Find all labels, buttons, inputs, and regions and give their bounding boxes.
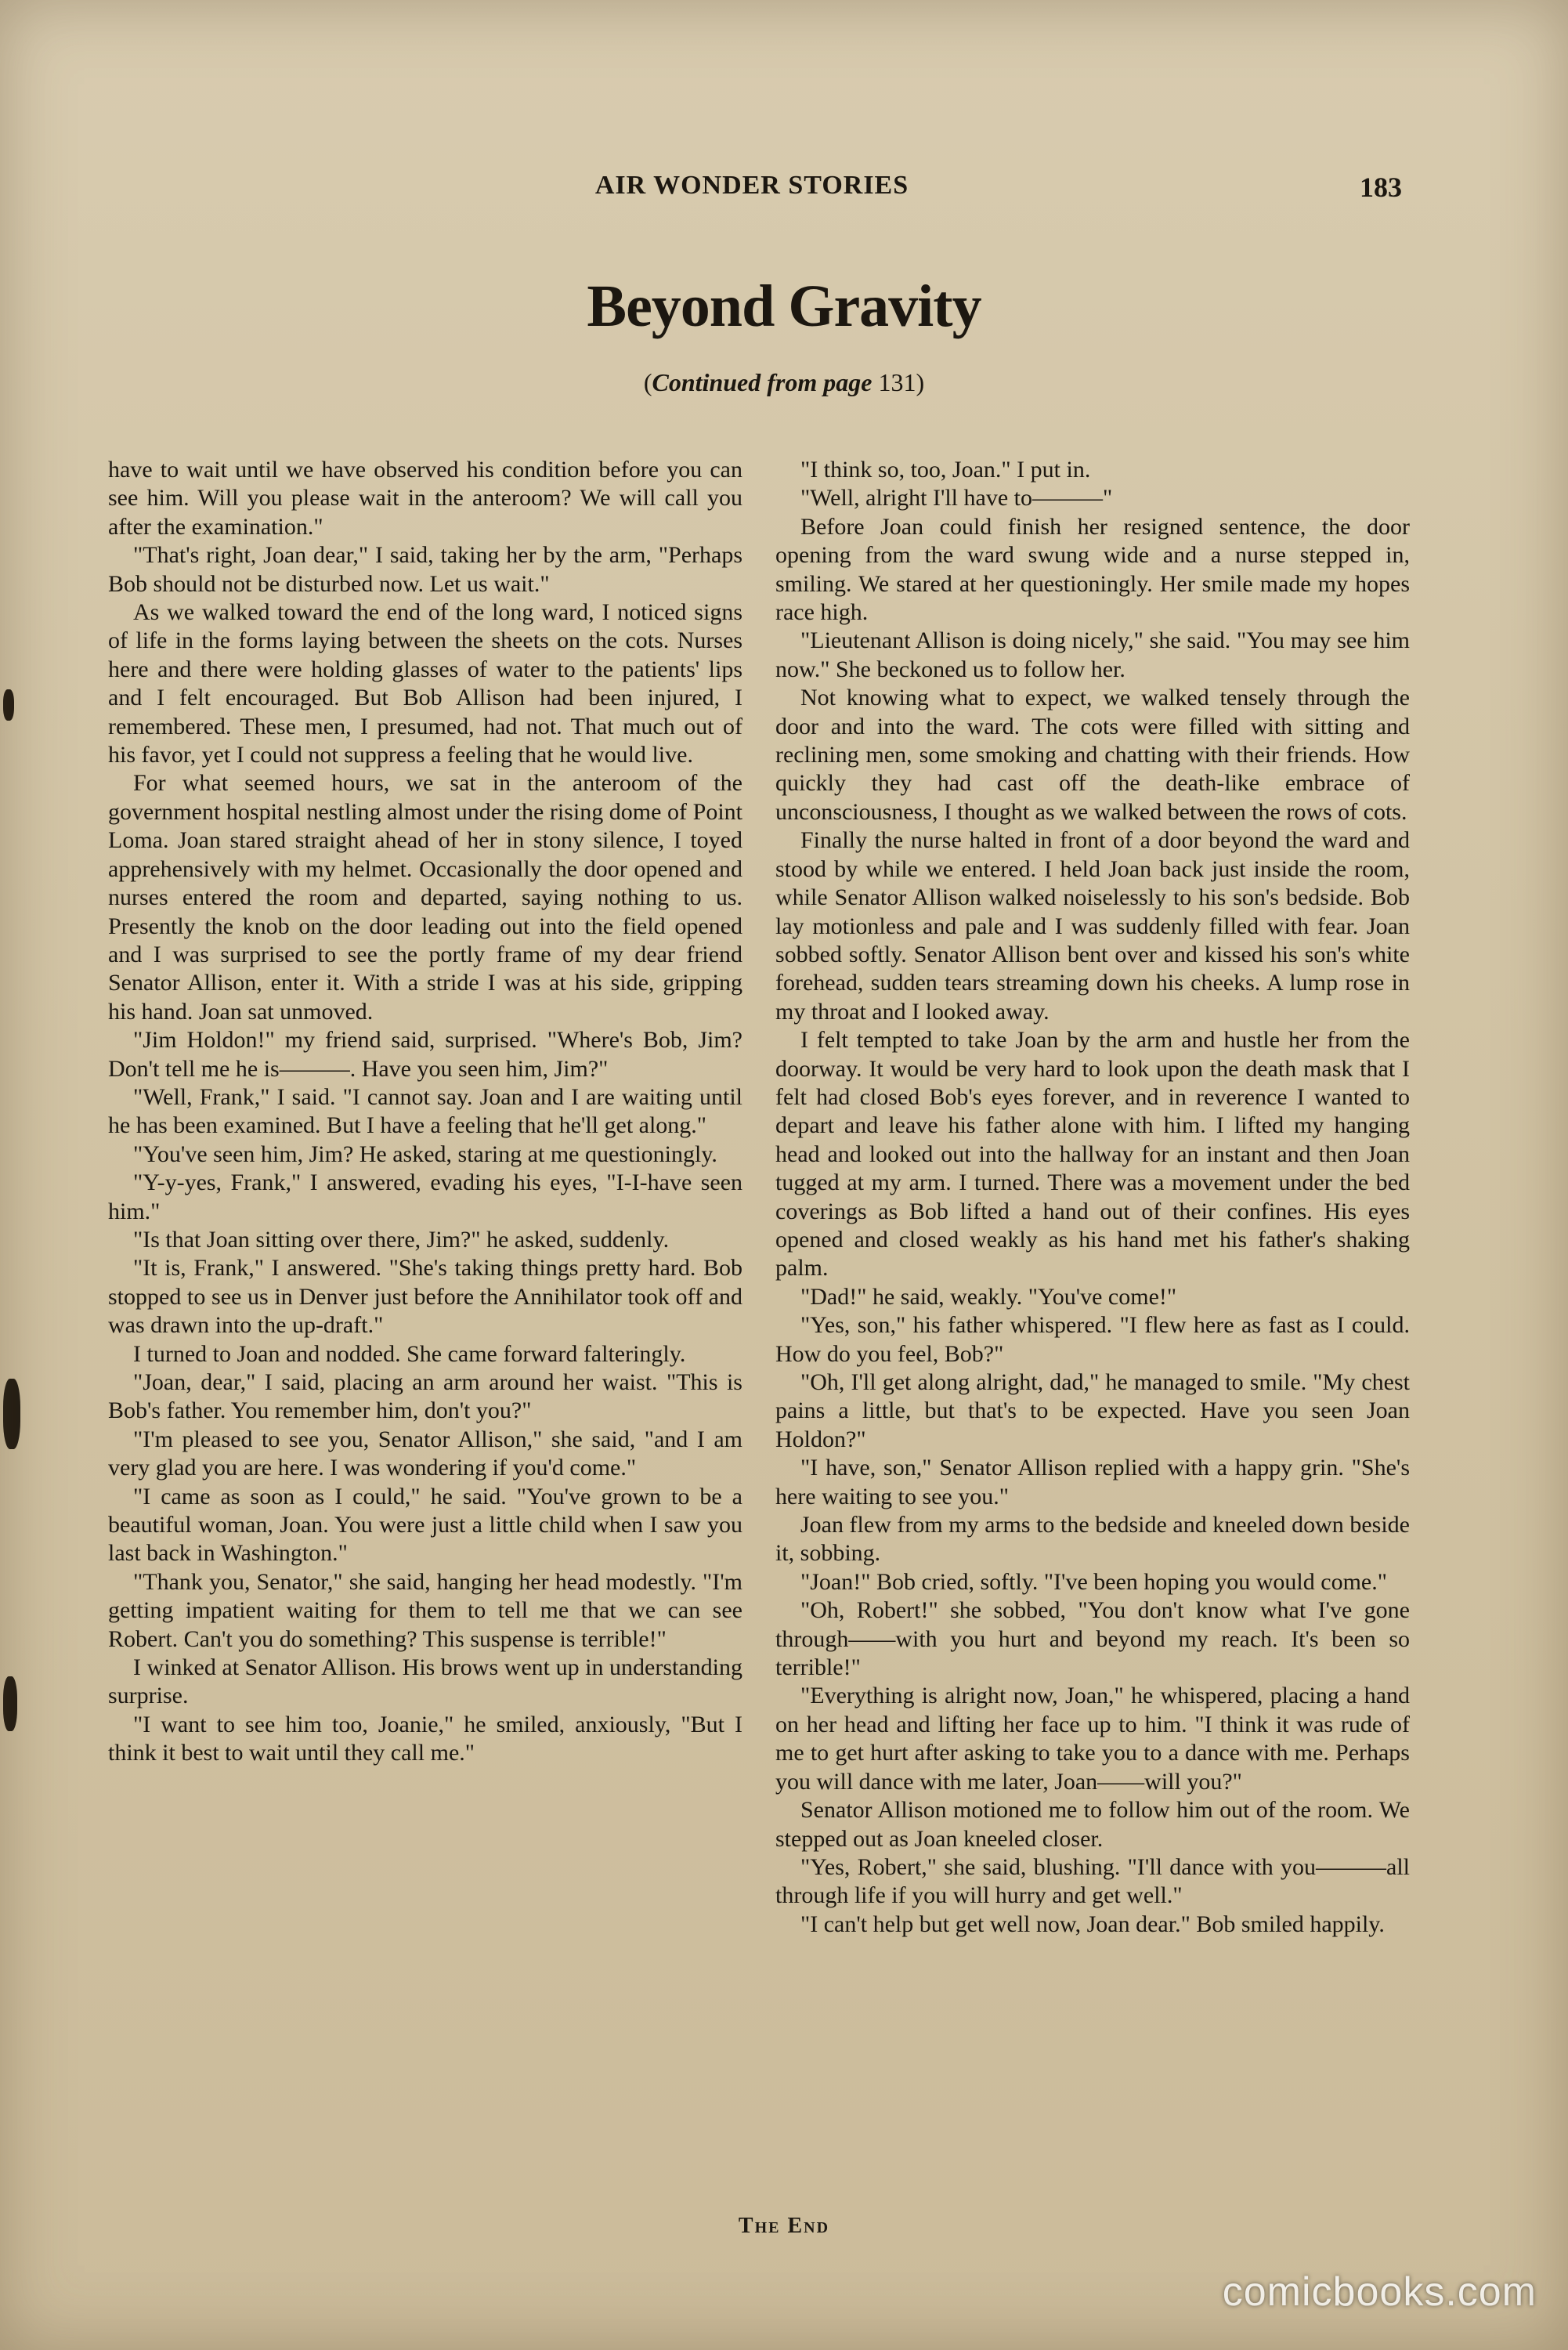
paragraph: "I think so, too, Joan." I put in. — [800, 457, 1091, 483]
paragraph: "Yes, Robert," she said, blushing. "I'll dance with you———all through life if you will hurry and get well." — [775, 1853, 1410, 1909]
paragraph: "Oh, Robert!" she sobbed, "You don't know what I've gone through——with you hurt and beyond my reach. It's been so terrible!" — [775, 1597, 1410, 1681]
right-column — [775, 456, 1410, 1939]
paragraph: I winked at Senator Allison. His brows went up in understanding surprise. — [108, 1654, 742, 1709]
the-end: The End — [738, 2214, 830, 2238]
page-edge-damage — [3, 1676, 17, 1731]
paragraph: "I came as soon as I could," he said. "You've grown to be a beautiful woman, Joan. You were just a little child when I saw you last back in Washington." — [108, 1483, 742, 1567]
paragraph: "I can't help but get well now, Joan dear." Bob smiled happily. — [800, 1911, 1385, 1937]
paragraph: "Joan!" Bob cried, softly. "I've been hoping you would come." — [800, 1568, 1387, 1595]
paragraph: "It is, Frank," I answered. "She's taking things pretty hard. Bob stopped to see us in Denver just before the Annihilator took off and was drawn into the up-draft." — [108, 1255, 742, 1339]
paragraph: "You've seen him, Jim? He asked, staring at me questioningly. — [133, 1141, 717, 1167]
paragraph: "Everything is alright now, Joan," he whispered, placing a hand on her head and lifting her face up to him. "I think it was rude of me to get hurt after asking to take you to a dance with me. Perhaps you will dance with me later, Joan——will you?" — [775, 1683, 1410, 1795]
continued-label: Continued from page — [652, 368, 873, 396]
paragraph: "Joan, dear," I said, placing an arm around her waist. "This is Bob's father. You remember him, don't you?" — [108, 1369, 742, 1424]
paragraph: "I want to see him too, Joanie," he smiled, anxiously, "But I think it best to wait until they call me." — [108, 1711, 742, 1766]
paragraph: "Y-y-yes, Frank," I answered, evading his eyes, "I-I-have seen him." — [108, 1170, 742, 1224]
site-watermark: comicbooks.com — [1222, 2269, 1537, 2315]
paragraph: "Yes, son," his father whispered. "I flew here as fast as I could. How do you feel, Bob?" — [775, 1312, 1410, 1367]
paragraph: "Is that Joan sitting over there, Jim?" he asked, suddenly. — [133, 1226, 670, 1253]
paragraph: "I have, son," Senator Allison replied with a happy grin. "She's here waiting to see you." — [775, 1455, 1410, 1509]
magazine-title: AIR WONDER STORIES — [594, 171, 909, 200]
paragraph: Joan flew from my arms to the bedside and kneeled down beside it, sobbing. — [775, 1512, 1410, 1567]
paragraph: "Well, alright I'll have to———" — [800, 485, 1113, 512]
paragraph: I felt tempted to take Joan by the arm and hustle her from the doorway. It would be very hard to look upon the death mask that I felt had closed Bob's eyes forever, and in reverence I wanted to depart and leave his father alone with him. I lifted my hanging head and looked out into the hallway for an instant and then Joan tugged at my arm. I turned. There was a movement under the bed coverings as Bob lifted a hand out of their confines. His eyes opened and closed weakly as his hand met his father's shaking palm. — [775, 1027, 1410, 1282]
paragraph: "That's right, Joan dear," I said, taking her by the arm, "Perhaps Bob should not be disturbed now. Let us wait." — [108, 542, 742, 597]
page-edge-damage — [3, 689, 14, 721]
paragraph: For what seemed hours, we sat in the anteroom of the government hospital nestling almost under the rising dome of Point Loma. Joan stared straight ahead of her in stony silence, I toyed apprehensively with my helmet. Occasionally the door opened and nurses entered the room and departed, saying nothing to us. Presently the knob on the door leading out into the field opened and I was surprised to see the portly frame of my dear friend Senator Allison, enter it. With a stride I was at his side, gripping his hand. Joan sat unmoved. — [108, 770, 742, 1025]
paragraph: have to wait until we have observed his condition before you can see him. Will you please wait in the anteroom? We will call you after the examination." — [108, 457, 742, 540]
paragraph: "Oh, I'll get along alright, dad," he managed to smile. "My chest pains a little, but that's to be expected. Have you seen Joan Holdon?" — [775, 1369, 1410, 1452]
paragraph: "Thank you, Senator," she said, hanging her head modestly. "I'm getting impatient waiting for them to tell me that we can see Robert. Can't you do something? This suspense is terrible!" — [108, 1568, 742, 1652]
continued-page: 131 — [878, 368, 916, 396]
paragraph: Not knowing what to expect, we walked tensely through the door and into the ward. The cots were filled with sitting and reclining men, some smoking and chatting with their friends. How quickly they had cast off the death-like embrace of unconsciousness, I thought as we walked between the rows of cots. — [775, 685, 1410, 825]
paragraph: "I'm pleased to see you, Senator Allison," she said, "and I am very glad you are here. I was wondering if you'd come." — [108, 1426, 742, 1481]
paragraph: As we walked toward the end of the long ward, I noticed signs of life in the forms laying between the sheets on the cots. Nurses here and there were holding glasses of water to the patients' lips and I felt encouraged. But Bob Allison had been injured, I remembered. These men, I presumed, had not. That much out of his favor, yet I could not suppress a feeling that he would live. — [108, 599, 742, 768]
running-header — [102, 171, 1402, 218]
paragraph: "Lieutenant Allison is doing nicely," she said. "You may see him now." She beckoned us to follow her. — [775, 627, 1410, 682]
paragraph: "Well, Frank," I said. "I cannot say. Joan and I are waiting until he has been examined. But I have a feeling that he'll get along." — [108, 1083, 742, 1139]
paragraph: Finally the nurse halted in front of a door beyond the ward and stood by while we entered. I held Joan back just inside the room, while Senator Allison walked noiselessly to his son's bedside. Bob lay motionless and pale and I was suddenly filled with fear. Joan sobbed softly. Senator Allison bent over and kissed his son's white forehead, sudden tears streaming down his cheeks. A lump rose in my throat and I looked away. — [775, 827, 1410, 1025]
paragraph: Before Joan could finish her resigned sentence, the door opening from the ward swung wide and a nurse stepped in, smiling. We stared at her questioningly. Her smile made my hopes race high. — [775, 513, 1410, 626]
paragraph: "Dad!" he said, weakly. "You've come!" — [800, 1283, 1177, 1310]
page-edge-damage — [3, 1379, 20, 1449]
paragraph: I turned to Joan and nodded. She came forward falteringly. — [133, 1340, 686, 1367]
left-column — [108, 456, 742, 1768]
continuation-note: (Continued from page 131) — [643, 368, 925, 396]
paragraph: Senator Allison motioned me to follow him out of the room. We stepped out as Joan kneeled closer. — [775, 1797, 1410, 1852]
page-number: 183 — [1360, 172, 1402, 203]
story-title: Beyond Gravity — [587, 273, 981, 339]
paragraph: "Jim Holdon!" my friend said, surprised. "Where's Bob, Jim? Don't tell me he is———. Have you seen him, Jim?" — [108, 1027, 742, 1082]
